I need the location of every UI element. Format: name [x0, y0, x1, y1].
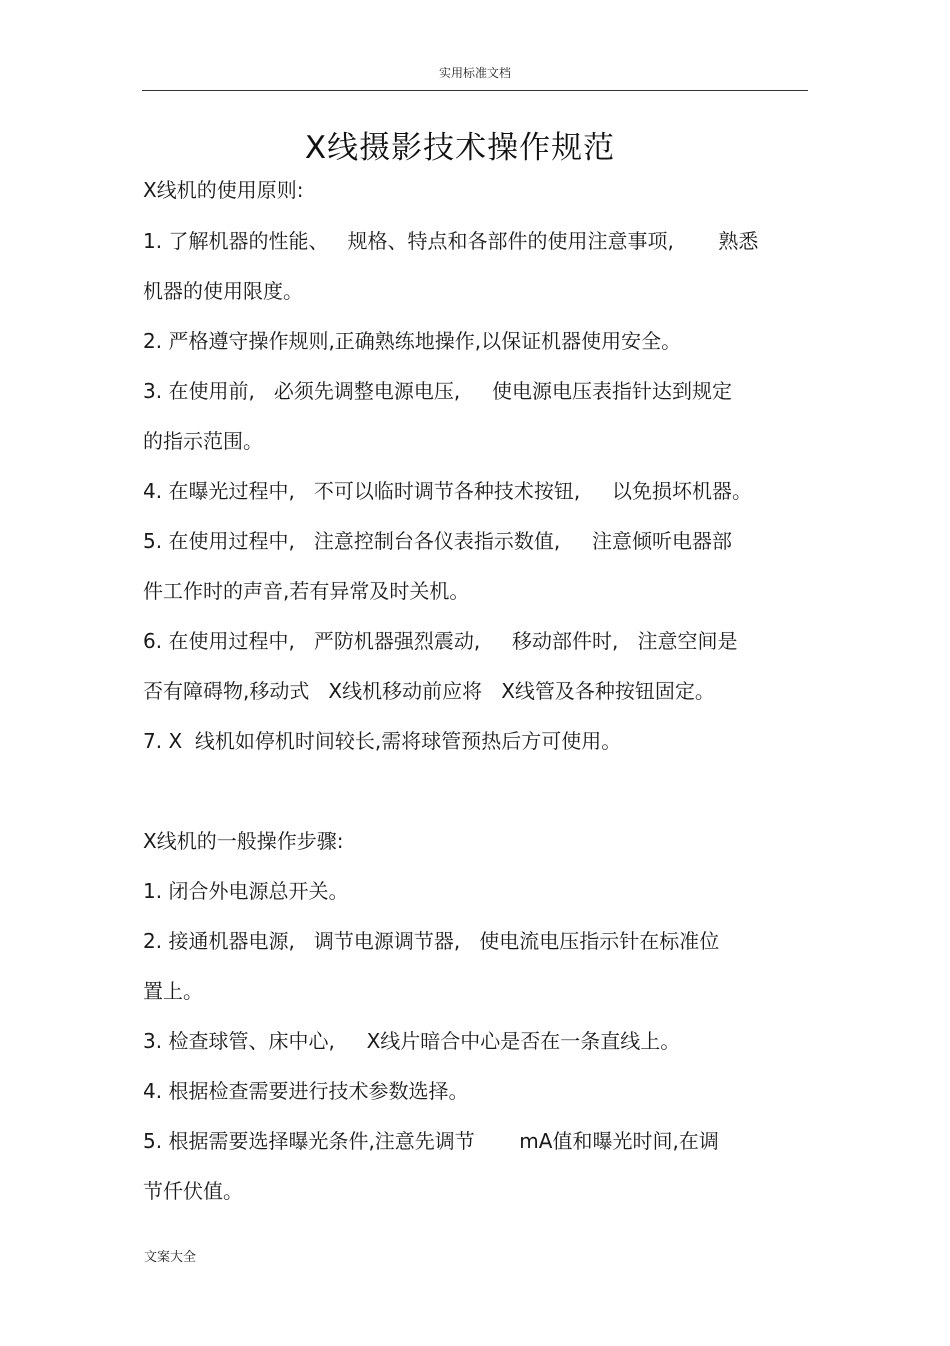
paragraph-line: 的指示范围。: [143, 429, 263, 453]
header-divider: [142, 90, 808, 91]
page-header: 实用标准文档: [438, 66, 511, 80]
paragraph-line: 4. 根据检查需要进行技术参数选择。: [143, 1079, 469, 1103]
paragraph-line: 5. 根据需要选择曝光条件,注意先调节 mA值和曝光时间,在调: [143, 1129, 719, 1153]
paragraph-line: 机器的使用限度。: [143, 279, 303, 303]
page-footer: 文案大全: [144, 1250, 197, 1265]
paragraph-line: 2. 接通机器电源, 调节电源调节器, 使电流电压指示针在标准位: [143, 929, 720, 953]
paragraph-line: 4. 在曝光过程中, 不可以临时调节各种技术按钮, 以免损坏机器。: [143, 479, 753, 503]
paragraph-line: 节仟伏值。: [143, 1179, 243, 1203]
paragraph-line: 否有障碍物,移动式 X线机移动前应将 X线管及各种按钮固定。: [143, 679, 715, 703]
paragraph-line: 1. 闭合外电源总开关。: [143, 879, 349, 903]
paragraph-line: 件工作时的声音,若有异常及时关机。: [143, 579, 470, 603]
paragraph-line: 置上。: [143, 979, 203, 1003]
paragraph-line: 1. 了解机器的性能、 规格、特点和各部件的使用注意事项, 熟悉: [143, 229, 759, 253]
paragraph-line: 2. 严格遵守操作规则,正确熟练地操作,以保证机器使用安全。: [143, 329, 682, 353]
paragraph-line: 3. 在使用前, 必须先调整电源电压, 使电源电压表指针达到规定: [143, 379, 733, 403]
document-title: X线摄影技术操作规范: [304, 130, 616, 166]
paragraph-line: 3. 检查球管、床中心, X线片暗合中心是否在一条直线上。: [143, 1029, 681, 1053]
section-heading-principles: X线机的使用原则:: [143, 178, 304, 202]
paragraph-line: 5. 在使用过程中, 注意控制台各仪表指示数值, 注意倾听电器部: [143, 529, 733, 553]
paragraph-line: 6. 在使用过程中, 严防机器强烈震动, 移动部件时, 注意空间是: [143, 629, 738, 653]
section-heading-operation-steps: X线机的一般操作步骤:: [143, 829, 344, 853]
paragraph-line: 7. X 线机如停机时间较长,需将球管预热后方可使用。: [143, 729, 622, 753]
